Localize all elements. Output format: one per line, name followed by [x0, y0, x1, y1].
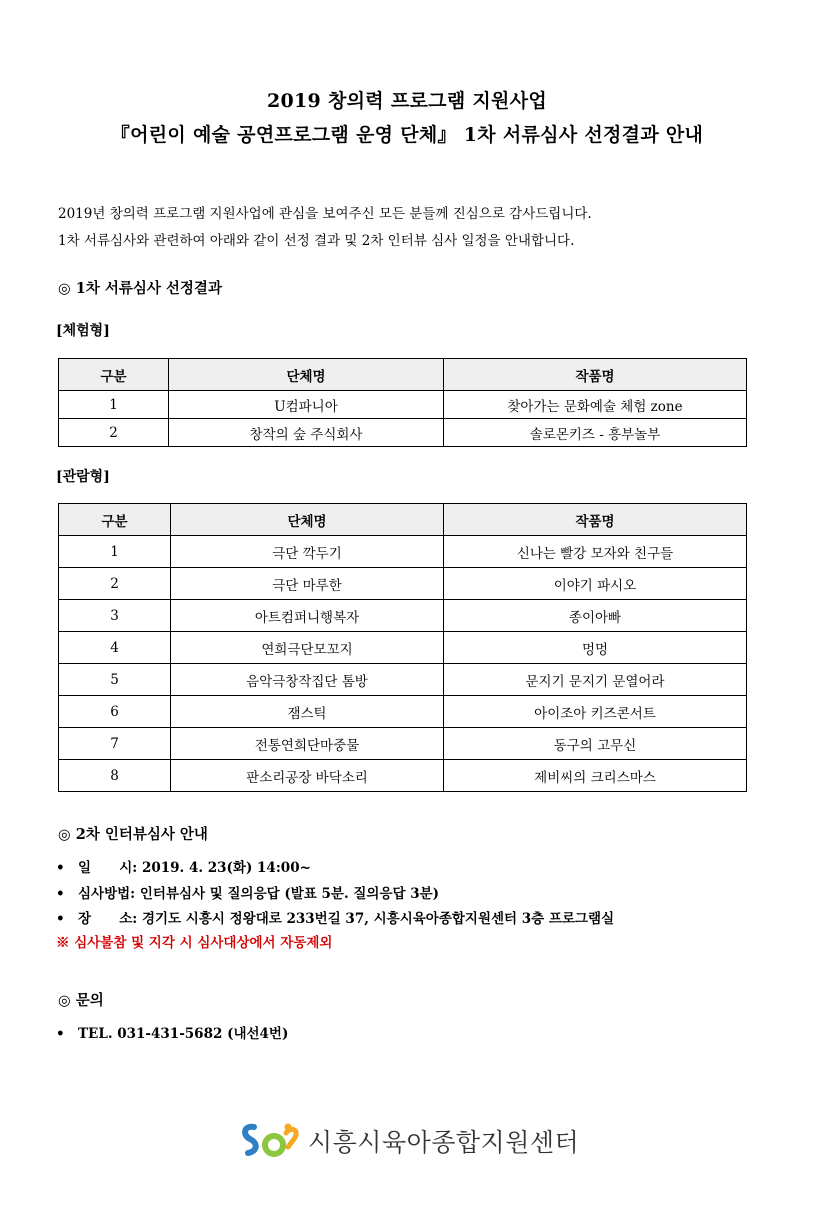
document-title-line2: 『어린이 예술 공연프로그램 운영 단체』 1차 서류심사 선정결과 안내 — [110, 124, 704, 146]
cell-work: 신나는 빨강 모자와 친구들 — [444, 536, 747, 568]
cell-group: 극단 깍두기 — [171, 536, 444, 568]
bullet-date — [56, 856, 311, 876]
cell-group: 판소리공장 바닥소리 — [171, 760, 444, 792]
cell-group: U컴파니아 — [169, 391, 444, 419]
contact-phone: TEL. 031-431-5682 (내선4번) — [78, 1026, 289, 1042]
table-row — [59, 728, 747, 760]
bullet-location — [56, 907, 614, 927]
table-row — [59, 760, 747, 792]
table-row — [59, 600, 747, 632]
table-row — [59, 632, 747, 664]
column-header-work: 작품명 — [444, 359, 747, 391]
cell-number: 5 — [59, 664, 171, 696]
absence-warning: ※ 심사불참 및 지각 시 심사대상에서 자동제외 — [56, 935, 333, 951]
bullet-text: 심사방법: 인터뷰심사 및 질의응답 (발표 5분. 질의응답 3분) — [78, 886, 440, 902]
column-header-number: 구분 — [59, 359, 169, 391]
viewing-type-label: [관람형] — [56, 469, 110, 485]
cell-work: 동구의 고무신 — [444, 728, 747, 760]
cell-number: 3 — [59, 600, 171, 632]
bullet-dot-icon: • — [56, 886, 65, 902]
bullet-dot-icon: • — [56, 1026, 65, 1042]
bullet-phone — [56, 1022, 288, 1042]
cell-work: 문지기 문지기 문열어라 — [444, 664, 747, 696]
center-logo — [240, 1118, 579, 1164]
column-header-group: 단체명 — [171, 504, 444, 536]
bullet-method — [56, 882, 439, 902]
cell-work: 솔로몬키즈 - 흥부놀부 — [444, 419, 747, 447]
intro-line1: 2019년 창의력 프로그램 지원사업에 관심을 보여주신 모든 분들께 진심으로 감사드립니다. — [58, 206, 592, 222]
table-row — [59, 391, 747, 419]
table-header-row — [59, 359, 747, 391]
cell-group: 극단 마루한 — [171, 568, 444, 600]
bullet-dot-icon: • — [56, 911, 65, 927]
table-row — [59, 664, 747, 696]
cell-group: 음악극창작집단 톰방 — [171, 664, 444, 696]
viewing-results-table — [58, 503, 747, 792]
cell-number: 6 — [59, 696, 171, 728]
cell-work: 종이아빠 — [444, 600, 747, 632]
center-logo-text: 시흥시육아종합지원센터 — [308, 1128, 580, 1157]
experience-results-table — [58, 358, 747, 447]
cell-work: 아이조아 키즈콘서트 — [444, 696, 747, 728]
column-header-group: 단체명 — [169, 359, 444, 391]
cell-work: 찾아가는 문화예술 체험 zone — [444, 391, 747, 419]
intro-line2: 1차 서류심사와 관련하여 아래와 같이 선정 결과 및 2차 인터뷰 심사 일정을 안내합니다. — [58, 233, 575, 249]
table-header-row — [59, 504, 747, 536]
cell-number: 2 — [59, 568, 171, 600]
cell-number: 4 — [59, 632, 171, 664]
table-row — [59, 419, 747, 447]
cell-number: 1 — [59, 536, 171, 568]
cell-group: 연희극단모꼬지 — [171, 632, 444, 664]
table-row — [59, 696, 747, 728]
section-title-results: ◎ 1차 서류심사 선정결과 — [58, 280, 222, 297]
column-header-number: 구분 — [59, 504, 171, 536]
bullet-dot-icon: • — [56, 860, 65, 876]
table-row — [59, 568, 747, 600]
cell-number: 2 — [59, 419, 169, 447]
cell-group: 아트컴퍼니행복자 — [171, 600, 444, 632]
cell-group: 창작의 숲 주식회사 — [169, 419, 444, 447]
column-header-work: 작품명 — [444, 504, 747, 536]
table-row — [59, 536, 747, 568]
center-logo-icon — [240, 1119, 302, 1163]
document-title-line1: 2019 창의력 프로그램 지원사업 — [266, 90, 548, 112]
cell-number: 8 — [59, 760, 171, 792]
cell-group: 잼스틱 — [171, 696, 444, 728]
section-title-contact: ◎ 문의 — [58, 992, 104, 1009]
cell-work: 이야기 파시오 — [444, 568, 747, 600]
cell-number: 7 — [59, 728, 171, 760]
section-title-interview: ◎ 2차 인터뷰심사 안내 — [58, 826, 208, 843]
bullet-text: 일 시: 2019. 4. 23(화) 14:00~ — [78, 860, 311, 876]
bullet-text: 장 소: 경기도 시흥시 정왕대로 233번길 37, 시흥시육아종합지원센터 3층 프로그램실 — [78, 911, 615, 927]
cell-number: 1 — [59, 391, 169, 419]
cell-work: 멍멍 — [444, 632, 747, 664]
cell-work: 제비씨의 크리스마스 — [444, 760, 747, 792]
cell-group: 전통연희단마중물 — [171, 728, 444, 760]
experience-type-label: [체험형] — [56, 323, 110, 339]
